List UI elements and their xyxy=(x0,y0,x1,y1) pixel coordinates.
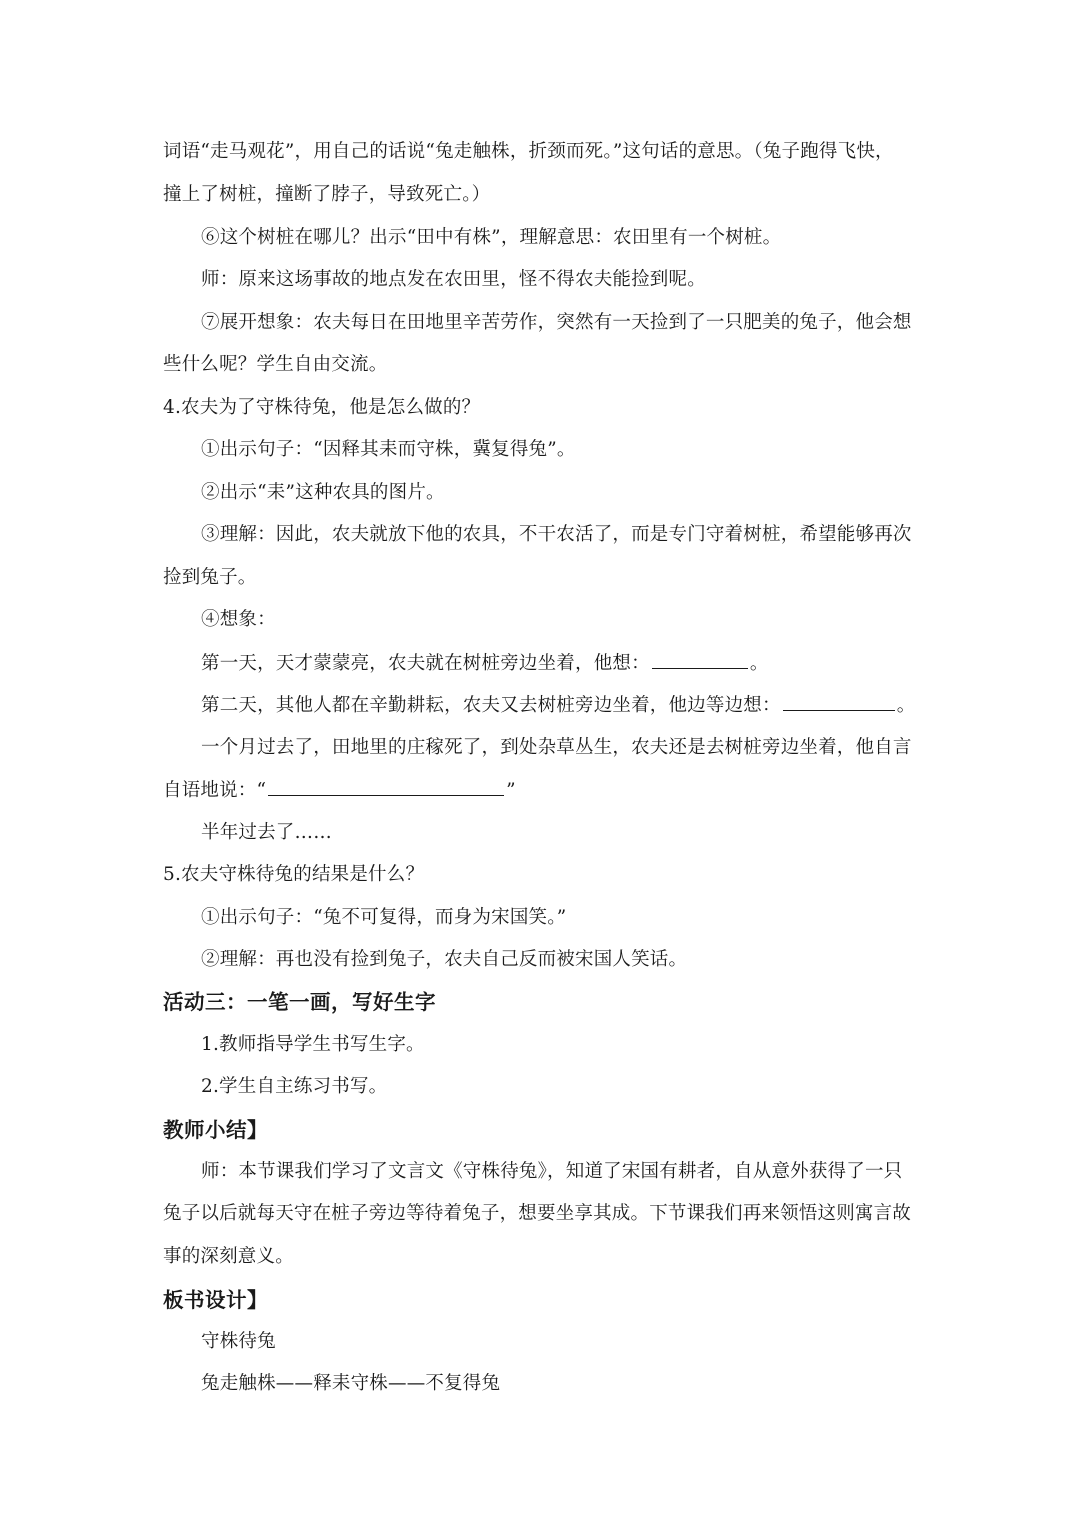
text-line: ②理解：再也没有捡到兔子，农夫自己反而被宋国人笑话。 xyxy=(201,949,688,970)
numbered-item: 5.农夫守株待兔的结果是什么？ xyxy=(163,864,425,885)
section-heading: 活动三：一笔一画，写好生字 xyxy=(163,990,436,1014)
text-line: 兔子以后就每天守在桩子旁边等待着兔子，想要坐享其成。下节课我们再来领悟这则寓言故 xyxy=(163,1203,912,1224)
text-line: ③理解：因此，农夫就放下他的农具，不干农活了，而是专门守着树桩，希望能够再次 xyxy=(201,524,912,545)
text-line: 半年过去了…… xyxy=(201,822,332,843)
answer-blank xyxy=(783,694,895,711)
text-segment: ” xyxy=(506,780,516,801)
text-line: 事的深刻意义。 xyxy=(163,1246,294,1267)
text-line: ⑥这个树桩在哪儿？出示“田中有株”，理解意思：农田里有一个树桩。 xyxy=(201,227,782,248)
text-line: 词语“走马观花”，用自己的话说“兔走触株，折颈而死。”这句话的意思。（兔子跑得飞快， xyxy=(163,141,894,162)
numbered-item: 4.农夫为了守株待兔，他是怎么做的？ xyxy=(163,397,481,418)
numbered-item: 1.教师指导学生书写生字。 xyxy=(201,1034,425,1055)
text-line: 撞上了树桩，撞断了脖子，导致死亡。） xyxy=(163,184,491,205)
section-heading: 教师小结】 xyxy=(163,1118,268,1142)
text-line: 些什么呢？学生自由交流。 xyxy=(163,354,388,375)
board-title: 守株待兔 xyxy=(201,1331,276,1352)
fill-blank-line xyxy=(163,779,923,802)
answer-blank xyxy=(652,652,748,669)
text-line: ⑦展开想象：农夫每日在田地里辛苦劳作，突然有一天捡到了一只肥美的兔子，他会想 xyxy=(201,312,912,333)
text-segment: 第一天，天才蒙蒙亮，农夫就在树桩旁边坐着，他想： xyxy=(201,653,650,674)
board-content: 兔走触株——释耒守株——不复得兔 xyxy=(201,1373,501,1394)
text-segment: 。 xyxy=(896,695,916,716)
fill-blank-line xyxy=(201,652,923,675)
text-line: 捡到兔子。 xyxy=(163,567,257,588)
numbered-item: 2.学生自主练习书写。 xyxy=(201,1076,388,1097)
text-line: ④想象： xyxy=(201,609,276,630)
text-line: 一个月过去了，田地里的庄稼死了，到处杂草丛生，农夫还是去树桩旁边坐着，他自言 xyxy=(201,737,912,758)
fill-blank-line xyxy=(201,694,923,717)
text-line: 师：原来这场事故的地点发在农田里，怪不得农夫能捡到呢。 xyxy=(201,269,706,290)
answer-blank xyxy=(268,779,504,796)
text-segment: 自语地说：“ xyxy=(163,780,267,801)
text-line: ②出示“耒”这种农具的图片。 xyxy=(201,482,445,503)
text-line: 师：本节课我们学习了文言文《守株待兔》，知道了宋国有耕者，自从意外获得了一只 xyxy=(201,1161,903,1182)
text-line: ①出示句子：“兔不可复得，而身为宋国笑。” xyxy=(201,907,567,928)
section-heading: 板书设计】 xyxy=(163,1288,268,1312)
text-segment: 。 xyxy=(749,653,769,674)
text-line: ①出示句子：“因释其耒而守株，冀复得兔”。 xyxy=(201,439,576,460)
text-segment: 第二天，其他人都在辛勤耕耘，农夫又去树桩旁边坐着，他边等边想： xyxy=(201,695,781,716)
